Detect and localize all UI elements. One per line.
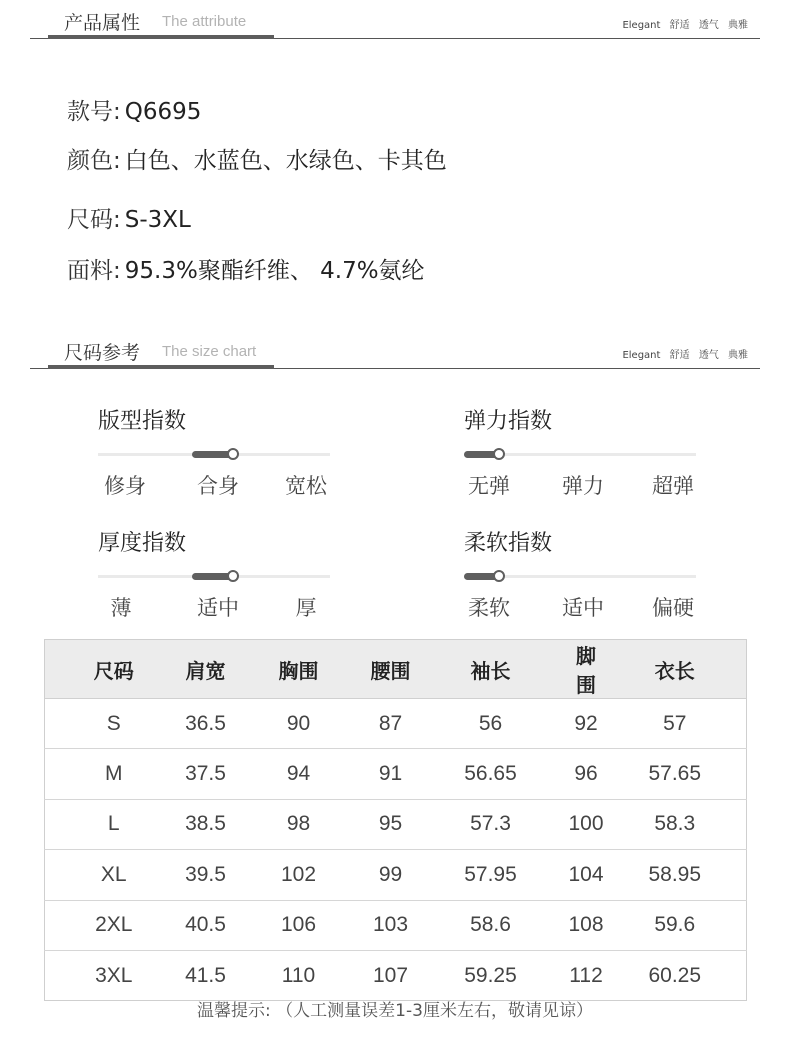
table-cell: 3XL bbox=[45, 950, 183, 1000]
index-title: 弹力指数 bbox=[464, 409, 553, 434]
table-cell: 99 bbox=[369, 850, 413, 900]
fit-index bbox=[98, 404, 338, 504]
index-knob bbox=[227, 448, 239, 460]
table-cell: 92 bbox=[569, 699, 604, 749]
index-label: 无弹 bbox=[468, 474, 510, 498]
index-label: 适中 bbox=[197, 596, 239, 620]
column-header: 袖长 bbox=[413, 640, 569, 699]
table-cell: 59.6 bbox=[604, 900, 747, 950]
tagline-tag: 典雅 bbox=[728, 350, 748, 361]
table-cell: 96 bbox=[569, 749, 604, 799]
tagline-tag: 舒适 bbox=[669, 350, 690, 361]
elasticity-index bbox=[464, 404, 704, 504]
index-title: 厚度指数 bbox=[98, 531, 187, 556]
table-cell: L bbox=[45, 799, 183, 849]
table-row bbox=[45, 850, 747, 900]
table-cell: M bbox=[45, 749, 183, 799]
header-accent-bar bbox=[48, 365, 274, 369]
section-subtitle: The size chart bbox=[162, 343, 257, 360]
table-cell: 56.65 bbox=[413, 749, 569, 799]
table-cell: 110 bbox=[229, 950, 369, 1000]
column-header: 衣长 bbox=[604, 640, 747, 699]
table-cell: 57.95 bbox=[413, 850, 569, 900]
table-cell: 40.5 bbox=[183, 900, 229, 950]
table-cell: 104 bbox=[569, 850, 604, 900]
index-title: 版型指数 bbox=[98, 409, 187, 434]
size-table bbox=[44, 639, 747, 1001]
fabric-row bbox=[67, 252, 425, 285]
table-cell: 57 bbox=[604, 699, 747, 749]
tagline-en: Elegant bbox=[622, 20, 661, 31]
table-cell: 37.5 bbox=[183, 749, 229, 799]
table-cell: 100 bbox=[569, 799, 604, 849]
table-cell: 87 bbox=[369, 699, 413, 749]
index-label: 偏硬 bbox=[652, 596, 694, 620]
index-label: 合身 bbox=[197, 474, 239, 498]
size-label: 尺码: bbox=[67, 207, 121, 233]
tagline-tag: 透气 bbox=[698, 350, 719, 361]
color-label: 颜色: bbox=[67, 148, 121, 174]
color-row bbox=[67, 142, 447, 175]
style-number-value: Q6695 bbox=[124, 99, 202, 125]
table-cell: 58.3 bbox=[604, 799, 747, 849]
measurement-note: 温馨提示: （人工测量误差1-3厘米左右，敬请见谅） bbox=[197, 1001, 593, 1021]
index-title: 柔软指数 bbox=[464, 531, 553, 556]
size-value: S-3XL bbox=[124, 207, 191, 233]
section-title: 产品属性 bbox=[64, 12, 141, 34]
style-number-row bbox=[67, 93, 201, 126]
tagline-tag: 舒适 bbox=[669, 20, 690, 31]
index-label: 弹力 bbox=[562, 474, 604, 498]
color-value: 白色、水蓝色、水绿色、卡其色 bbox=[124, 148, 447, 174]
section-subtitle: The attribute bbox=[162, 13, 247, 30]
softness-index bbox=[464, 526, 704, 626]
fabric-label: 面料: bbox=[67, 258, 121, 284]
table-cell: 58.6 bbox=[413, 900, 569, 950]
table-cell: 102 bbox=[229, 850, 369, 900]
header-accent-bar bbox=[48, 35, 274, 39]
table-cell: 95 bbox=[369, 799, 413, 849]
header-tagline bbox=[616, 16, 748, 31]
column-header: 胸围 bbox=[229, 640, 369, 699]
index-label: 超弹 bbox=[652, 474, 694, 498]
table-cell: 38.5 bbox=[183, 799, 229, 849]
index-label: 适中 bbox=[562, 596, 604, 620]
table-cell: 103 bbox=[369, 900, 413, 950]
table-row bbox=[45, 749, 747, 799]
column-header: 脚围 bbox=[569, 640, 604, 699]
table-cell: 59.25 bbox=[413, 950, 569, 1000]
index-label: 柔软 bbox=[468, 596, 510, 620]
table-cell: 57.65 bbox=[604, 749, 747, 799]
tagline-tag: 透气 bbox=[698, 20, 719, 31]
table-cell: 60.25 bbox=[604, 950, 747, 1000]
fabric-value: 95.3%聚酯纤维、 4.7%氨纶 bbox=[124, 258, 425, 284]
table-cell: 39.5 bbox=[183, 850, 229, 900]
table-cell: 58.95 bbox=[604, 850, 747, 900]
table-cell: 2XL bbox=[45, 900, 183, 950]
table-body bbox=[45, 699, 747, 1001]
column-header: 腰围 bbox=[369, 640, 413, 699]
table-cell: 36.5 bbox=[183, 699, 229, 749]
index-label: 宽松 bbox=[285, 474, 327, 498]
table-cell: 107 bbox=[369, 950, 413, 1000]
tagline-en: Elegant bbox=[622, 350, 661, 361]
table-cell: 56 bbox=[413, 699, 569, 749]
size-row bbox=[67, 201, 191, 234]
style-number-label: 款号: bbox=[67, 99, 121, 125]
table-cell: S bbox=[45, 699, 183, 749]
column-header: 尺码 bbox=[45, 640, 183, 699]
tagline-tag: 典雅 bbox=[728, 20, 748, 31]
table-row bbox=[45, 950, 747, 1000]
size-chart-section-header bbox=[0, 330, 790, 370]
table-cell: XL bbox=[45, 850, 183, 900]
table-row bbox=[45, 799, 747, 849]
table-row bbox=[45, 900, 747, 950]
index-label: 厚 bbox=[295, 596, 317, 620]
index-knob bbox=[227, 570, 239, 582]
table-cell: 91 bbox=[369, 749, 413, 799]
column-header: 肩宽 bbox=[183, 640, 229, 699]
table-row bbox=[45, 699, 747, 749]
index-knob bbox=[493, 448, 505, 460]
table-cell: 94 bbox=[229, 749, 369, 799]
table-header-row bbox=[45, 640, 747, 699]
table-cell: 57.3 bbox=[413, 799, 569, 849]
table-cell: 90 bbox=[229, 699, 369, 749]
index-knob bbox=[493, 570, 505, 582]
table-cell: 112 bbox=[569, 950, 604, 1000]
table-cell: 41.5 bbox=[183, 950, 229, 1000]
table-cell: 98 bbox=[229, 799, 369, 849]
attribute-section-header bbox=[0, 0, 790, 40]
header-tagline bbox=[616, 346, 748, 361]
index-label: 修身 bbox=[104, 474, 146, 498]
table-cell: 106 bbox=[229, 900, 369, 950]
index-label: 薄 bbox=[110, 596, 132, 620]
thickness-index bbox=[98, 526, 338, 626]
table-cell: 108 bbox=[569, 900, 604, 950]
section-title: 尺码参考 bbox=[64, 342, 141, 364]
